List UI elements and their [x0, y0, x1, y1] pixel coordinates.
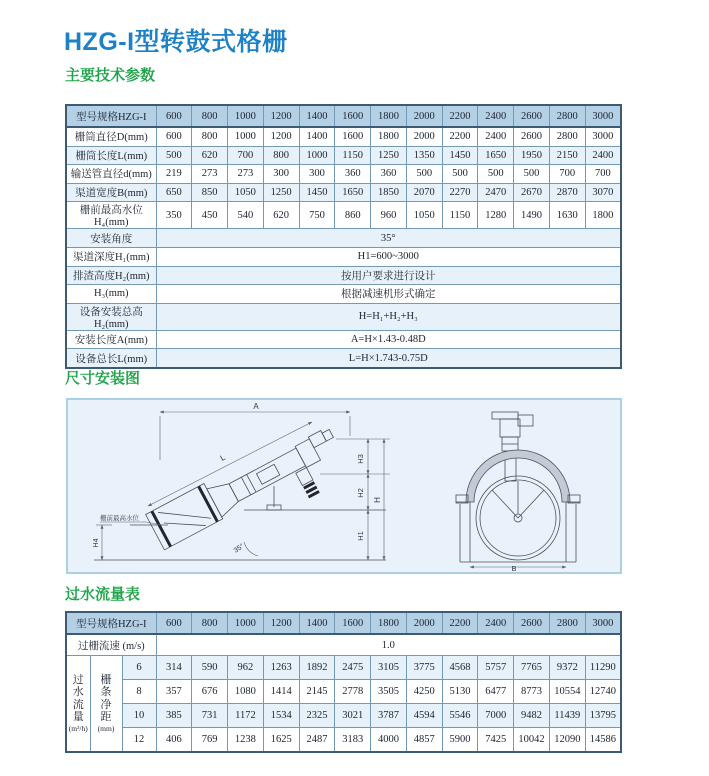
model-value-cell: 1000 [228, 105, 264, 127]
model-value-cell: 1400 [299, 612, 335, 634]
flow-value-cell: 1414 [263, 680, 299, 704]
flow-value-cell: 385 [156, 704, 192, 728]
dim-label-h1: H1 [356, 531, 365, 541]
span-value-cell: 35° [156, 229, 621, 248]
model-value-cell: 600 [156, 612, 192, 634]
row-label-cell: 安装长度A(mm) [66, 330, 156, 349]
parameters-table [65, 104, 622, 369]
installation-diagram [68, 400, 620, 572]
flow-value-cell: 962 [228, 656, 264, 680]
value-cell: 1490 [514, 202, 550, 229]
span-value-cell: 按用户要求进行设计 [156, 266, 621, 285]
model-spec-header-cell: 型号规格HZG-I [66, 105, 156, 127]
flow-value-cell: 1263 [263, 656, 299, 680]
parameters-row [66, 303, 621, 330]
parameters-row [66, 330, 621, 349]
value-cell: 1000 [228, 127, 264, 146]
flow-value-cell: 4000 [371, 728, 407, 753]
bar-gap-group-label-cell [90, 656, 122, 753]
row-label-cell: 设备安装总高H₂(mm) [66, 303, 156, 330]
model-value-cell: 2400 [478, 105, 514, 127]
model-value-cell: 3000 [585, 105, 621, 127]
value-cell: 800 [263, 146, 299, 165]
model-value-cell: 1400 [299, 105, 335, 127]
gap-value-cell: 6 [122, 656, 156, 680]
flow-value-cell: 2145 [299, 680, 335, 704]
model-value-cell: 3000 [585, 612, 621, 634]
value-cell: 2400 [585, 146, 621, 165]
value-cell: 1280 [478, 202, 514, 229]
flow-value-cell: 11439 [549, 704, 585, 728]
vertical-label: 栅 条 净 距 (mm) [97, 673, 115, 733]
flow-value-cell: 5900 [442, 728, 478, 753]
dim-label-a: A [253, 402, 259, 411]
row-label-cell: 渠道深度H₁(mm) [66, 247, 156, 266]
span-value-cell: H=H₁+H₂+H₃ [156, 303, 621, 330]
parameters-row [66, 247, 621, 266]
flow-value-cell: 7000 [478, 704, 514, 728]
value-cell: 1450 [442, 146, 478, 165]
value-cell: 1630 [549, 202, 585, 229]
flow-value-cell: 12090 [549, 728, 585, 753]
flow-value-cell: 14586 [585, 728, 621, 753]
dim-label-h4: H4 [93, 538, 100, 548]
flow-value-cell: 1172 [228, 704, 264, 728]
flow-value-cell: 314 [156, 656, 192, 680]
span-value-cell: A=H×1.43-0.48D [156, 330, 621, 349]
span-value-cell: L=H×1.743-0.75D [156, 349, 621, 368]
value-cell: 850 [192, 183, 228, 202]
value-cell: 1050 [228, 183, 264, 202]
flow-table-body [66, 612, 621, 752]
value-cell: 1250 [371, 146, 407, 165]
value-cell: 1850 [371, 183, 407, 202]
flow-value-cell: 8773 [514, 680, 550, 704]
gap-value-cell: 12 [122, 728, 156, 753]
flow-value-cell: 1625 [263, 728, 299, 753]
flow-value-cell: 6477 [478, 680, 514, 704]
value-cell: 1000 [299, 146, 335, 165]
value-cell: 960 [371, 202, 407, 229]
model-value-cell: 1200 [263, 612, 299, 634]
flow-value-cell: 11290 [585, 656, 621, 680]
flow-value-cell: 769 [192, 728, 228, 753]
parameters-row [66, 146, 621, 165]
model-spec-header-cell: 型号规格HZG-I [66, 612, 156, 634]
value-cell: 1650 [335, 183, 371, 202]
value-cell: 500 [406, 165, 442, 184]
value-cell: 1450 [299, 183, 335, 202]
parameters-row [66, 285, 621, 304]
flow-value-cell: 1080 [228, 680, 264, 704]
row-label-cell: 渠道宽度B(mm) [66, 183, 156, 202]
parameters-row [66, 202, 621, 229]
flow-value-cell: 3105 [371, 656, 407, 680]
flow-value-cell: 676 [192, 680, 228, 704]
flow-value-cell: 9372 [549, 656, 585, 680]
value-cell: 600 [156, 127, 192, 146]
parameters-row [66, 349, 621, 368]
flow-value-cell: 2325 [299, 704, 335, 728]
value-cell: 1350 [406, 146, 442, 165]
gap-value-cell: 10 [122, 704, 156, 728]
section-heading-parameters: 主要技术参数 [65, 67, 156, 84]
model-value-cell: 800 [192, 105, 228, 127]
flow-header-row [66, 612, 621, 634]
value-cell: 2400 [478, 127, 514, 146]
flow-data-row [66, 680, 621, 704]
value-cell: 860 [335, 202, 371, 229]
value-cell: 750 [299, 202, 335, 229]
installation-diagram-panel [66, 398, 622, 574]
model-value-cell: 2600 [514, 612, 550, 634]
value-cell: 450 [192, 202, 228, 229]
span-value-cell: H1=600~3000 [156, 247, 621, 266]
value-cell: 1200 [263, 127, 299, 146]
value-cell: 1600 [335, 127, 371, 146]
value-cell: 219 [156, 165, 192, 184]
value-cell: 800 [192, 127, 228, 146]
value-cell: 700 [585, 165, 621, 184]
model-value-cell: 1000 [228, 612, 264, 634]
value-cell: 360 [371, 165, 407, 184]
parameters-row [66, 165, 621, 184]
value-cell: 540 [228, 202, 264, 229]
value-cell: 3070 [585, 183, 621, 202]
span-value-cell: 根据减速机形式确定 [156, 285, 621, 304]
flow-value-cell: 406 [156, 728, 192, 753]
flow-value-cell: 357 [156, 680, 192, 704]
model-value-cell: 2200 [442, 105, 478, 127]
value-cell: 620 [263, 202, 299, 229]
value-cell: 700 [228, 146, 264, 165]
flow-value-cell: 4857 [406, 728, 442, 753]
value-cell: 1650 [478, 146, 514, 165]
value-cell: 1400 [299, 127, 335, 146]
value-cell: 1950 [514, 146, 550, 165]
value-cell: 500 [478, 165, 514, 184]
value-cell: 2870 [549, 183, 585, 202]
flow-value-cell: 731 [192, 704, 228, 728]
dim-label-h3: H3 [356, 454, 365, 464]
dim-label-h: H [373, 497, 382, 503]
value-cell: 1250 [263, 183, 299, 202]
model-value-cell: 1800 [371, 612, 407, 634]
model-value-cell: 800 [192, 612, 228, 634]
model-value-cell: 2000 [406, 105, 442, 127]
value-cell: 360 [335, 165, 371, 184]
parameters-header-row [66, 105, 621, 127]
model-value-cell: 1600 [335, 105, 371, 127]
angle-label: 35° [232, 542, 246, 555]
flow-value-cell: 7425 [478, 728, 514, 753]
row-label-cell: 设备总长L(mm) [66, 349, 156, 368]
value-cell: 273 [228, 165, 264, 184]
row-label-cell: 排渣高度H₂(mm) [66, 266, 156, 285]
value-cell: 273 [192, 165, 228, 184]
model-value-cell: 2200 [442, 612, 478, 634]
velocity-label-cell: 过栅流速 (m/s) [66, 634, 156, 656]
velocity-value-cell: 1.0 [156, 634, 621, 656]
value-cell: 1800 [585, 202, 621, 229]
flow-value-cell: 5546 [442, 704, 478, 728]
velocity-row [66, 634, 621, 656]
value-cell: 300 [263, 165, 299, 184]
dim-label-b: B [511, 564, 517, 572]
value-cell: 2150 [549, 146, 585, 165]
flow-value-cell: 3787 [371, 704, 407, 728]
flow-value-cell: 10554 [549, 680, 585, 704]
value-cell: 1050 [406, 202, 442, 229]
value-cell: 2000 [406, 127, 442, 146]
flow-data-row [66, 704, 621, 728]
model-value-cell: 2400 [478, 612, 514, 634]
flow-value-cell: 3505 [371, 680, 407, 704]
value-cell: 500 [442, 165, 478, 184]
section-heading-flow: 过水流量表 [65, 586, 141, 603]
value-cell: 700 [549, 165, 585, 184]
flow-value-cell: 12740 [585, 680, 621, 704]
flow-value-cell: 7765 [514, 656, 550, 680]
value-cell: 620 [192, 146, 228, 165]
flow-data-row [66, 728, 621, 753]
value-cell: 2470 [478, 183, 514, 202]
value-cell: 650 [156, 183, 192, 202]
dim-label-h2: H2 [356, 488, 365, 498]
section-heading-diagram: 尺寸安装图 [65, 370, 141, 387]
flow-value-cell: 590 [192, 656, 228, 680]
flow-data-row [66, 656, 621, 680]
flow-value-cell: 1534 [263, 704, 299, 728]
value-cell: 1150 [335, 146, 371, 165]
flow-value-cell: 13795 [585, 704, 621, 728]
flow-value-cell: 3775 [406, 656, 442, 680]
value-cell: 2600 [514, 127, 550, 146]
model-value-cell: 2000 [406, 612, 442, 634]
flow-value-cell: 9482 [514, 704, 550, 728]
flow-rate-group-label-cell [66, 656, 90, 753]
flow-value-cell: 4594 [406, 704, 442, 728]
row-label-cell: 安装角度 [66, 229, 156, 248]
value-cell: 2800 [549, 127, 585, 146]
flow-value-cell: 1238 [228, 728, 264, 753]
flow-value-cell: 2778 [335, 680, 371, 704]
model-value-cell: 600 [156, 105, 192, 127]
model-value-cell: 1200 [263, 105, 299, 127]
parameters-row [66, 266, 621, 285]
flow-value-cell: 5757 [478, 656, 514, 680]
model-value-cell: 2600 [514, 105, 550, 127]
water-level-label: 栅前最高水位 [100, 515, 139, 522]
model-value-cell: 1600 [335, 612, 371, 634]
flow-value-cell: 10042 [514, 728, 550, 753]
flow-value-cell: 2487 [299, 728, 335, 753]
flow-table [65, 611, 622, 753]
value-cell: 500 [514, 165, 550, 184]
value-cell: 1800 [371, 127, 407, 146]
flow-value-cell: 4568 [442, 656, 478, 680]
row-label-cell: H₃(mm) [66, 285, 156, 304]
side-view [93, 402, 390, 568]
value-cell: 2270 [442, 183, 478, 202]
value-cell: 2070 [406, 183, 442, 202]
vertical-label: 过 水 流 量 (m³/h) [68, 673, 88, 733]
flow-value-cell: 3183 [335, 728, 371, 753]
parameters-table-body [66, 105, 621, 368]
parameters-row [66, 183, 621, 202]
model-value-cell: 2800 [549, 612, 585, 634]
model-value-cell: 2800 [549, 105, 585, 127]
model-value-cell: 1800 [371, 105, 407, 127]
dim-label-l: L [218, 452, 227, 463]
row-label-cell: 栅筒直径D(mm) [66, 127, 156, 146]
row-label-cell: 输送管直径d(mm) [66, 165, 156, 184]
parameters-row [66, 127, 621, 146]
parameters-row [66, 229, 621, 248]
value-cell: 300 [299, 165, 335, 184]
value-cell: 2670 [514, 183, 550, 202]
flow-value-cell: 4250 [406, 680, 442, 704]
flow-value-cell: 3021 [335, 704, 371, 728]
flow-value-cell: 5130 [442, 680, 478, 704]
gap-value-cell: 8 [122, 680, 156, 704]
value-cell: 1150 [442, 202, 478, 229]
flow-value-cell: 1892 [299, 656, 335, 680]
flow-value-cell: 2475 [335, 656, 371, 680]
page-title: HZG-I型转鼓式格栅 [64, 28, 288, 56]
value-cell: 2200 [442, 127, 478, 146]
front-view [456, 412, 580, 572]
value-cell: 3000 [585, 127, 621, 146]
row-label-cell: 栅筒长度L(mm) [66, 146, 156, 165]
row-label-cell: 栅前最高水位H₄(mm) [66, 202, 156, 229]
value-cell: 500 [156, 146, 192, 165]
value-cell: 350 [156, 202, 192, 229]
